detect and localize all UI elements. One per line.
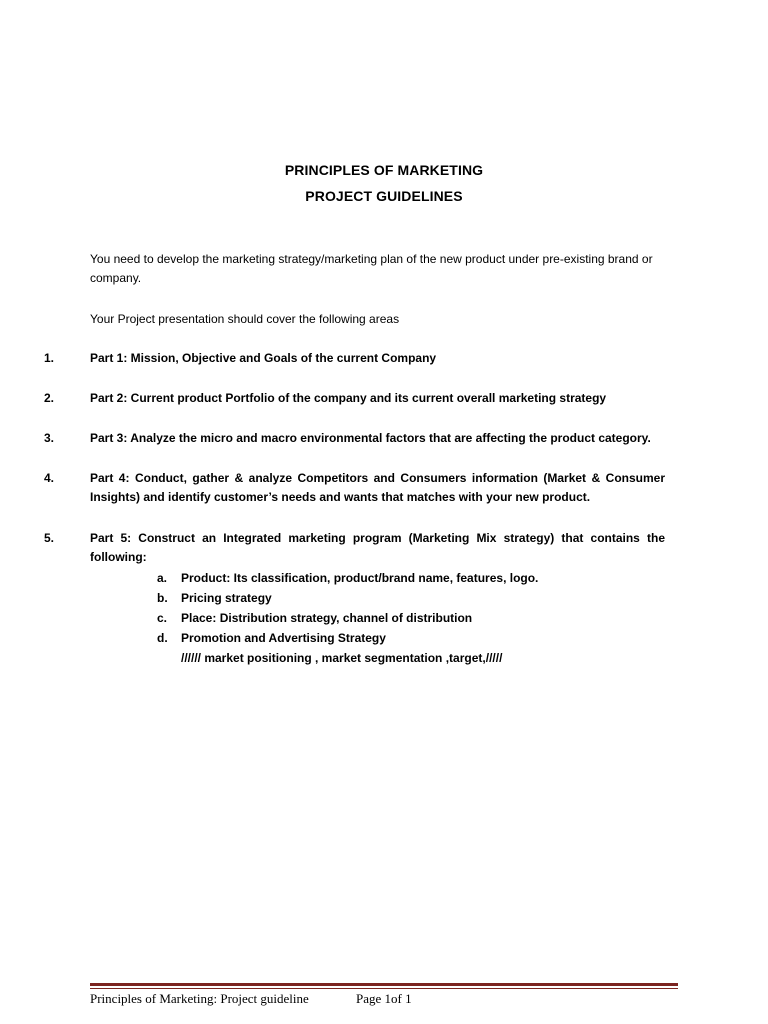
- footer-page-number: Page 1of 1: [356, 991, 412, 1006]
- sub-item-text: Place: Distribution strategy, channel of distribution: [181, 611, 473, 625]
- list-item-number: 4.: [44, 471, 55, 485]
- intro-paragraph: You need to develop the marketing strategy/marketing plan of the new product under pre-existing brand or company.: [90, 252, 653, 285]
- sub-item-letter: b.: [157, 591, 168, 605]
- sub-item-letter: c.: [157, 611, 168, 625]
- list-item-number: 3.: [44, 431, 55, 445]
- sub-item-letter: a.: [157, 571, 168, 585]
- list-item-number: 5.: [44, 531, 55, 545]
- sub-item-text: Pricing strategy: [181, 591, 272, 605]
- list-item-text: Part 4: Conduct, gather & analyze Competitors and Consumers information (Market & Consumer Insights) and identify customer’s needs and wants that matches with your new product.: [90, 471, 665, 504]
- sub-item-letter: d.: [157, 631, 168, 645]
- list-item-text: Part 3: Analyze the micro and macro environmental factors that are affecting the product category.: [90, 431, 651, 445]
- list-item-number: 2.: [44, 391, 55, 405]
- list-item-text: Part 2: Current product Portfolio of the company and its current overall marketing strategy: [90, 391, 607, 405]
- document-subtitle: PROJECT GUIDELINES: [305, 188, 463, 204]
- sub-item-text: Product: Its classification, product/brand name, features, logo.: [181, 571, 539, 585]
- footer-document-name: Principles of Marketing: Project guideline: [90, 991, 309, 1006]
- list-item-number: 1.: [44, 351, 55, 365]
- footer-rule-thin: [90, 988, 678, 989]
- document-title: PRINCIPLES OF MARKETING: [284, 162, 484, 178]
- sub-item-text: Promotion and Advertising Strategy: [181, 631, 386, 645]
- areas-intro-paragraph: Your Project presentation should cover the following areas: [90, 312, 400, 326]
- sub-item-text: ////// market positioning , market segmentation ,target,/////: [181, 651, 503, 665]
- footer-rule: [90, 983, 678, 986]
- list-item-text: Part 5: Construct an Integrated marketing program (Marketing Mix strategy) that contains the following:: [90, 531, 665, 564]
- list-item-text: Part 1: Mission, Objective and Goals of the current Company: [90, 351, 437, 365]
